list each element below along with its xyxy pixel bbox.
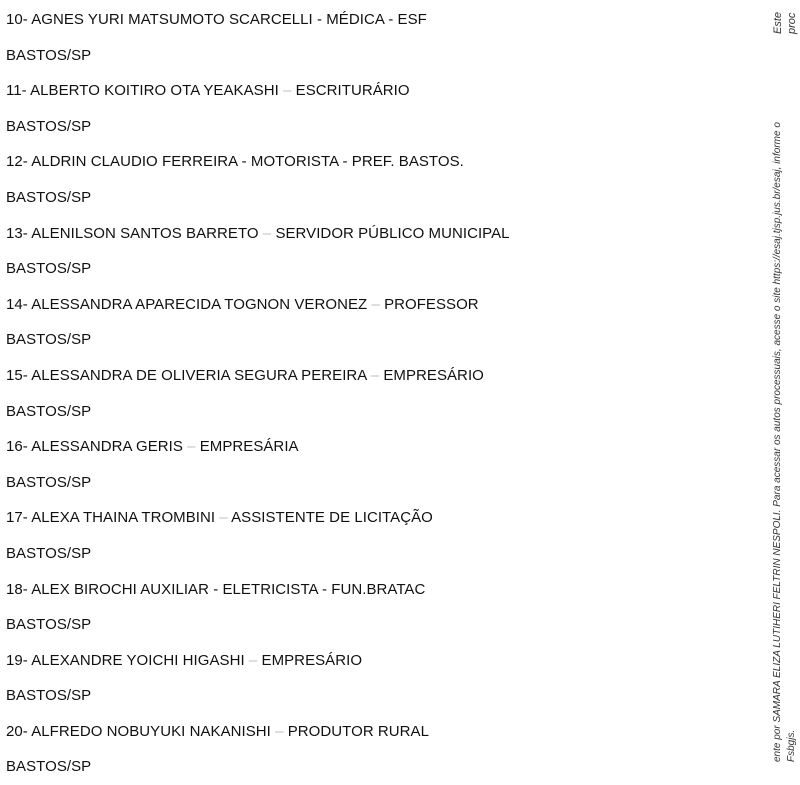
entry-line (6, 73, 510, 109)
entry-list (6, 2, 510, 785)
entry-separator: – (182, 438, 200, 456)
side-stamp-line-1: ente por SAMARA ELIZA LUTIHERI FELTRIN NESPOLI. Para acessar os autos processuais, acesse o site https://esaj.tjsp.jus.br/esaj, informe o (772, 122, 783, 762)
entry-city: BASTOS/SP (6, 260, 92, 278)
entry-name: 15- ALESSANDRA DE OLIVERIA SEGURA PEREIRA (6, 366, 367, 384)
entry-city: BASTOS/SP (6, 473, 92, 491)
entry-name: 20- ALFREDO NOBUYUKI NAKANISHI (6, 722, 271, 740)
entry-city: BASTOS/SP (6, 616, 92, 634)
entry-separator: – (258, 224, 276, 242)
entry-occupation: PROFESSOR (384, 295, 479, 313)
entry-name: 10- AGNES YURI MATSUMOTO SCARCELLI (6, 11, 313, 28)
side-stamp-line-2: Fsbgjs. (786, 729, 797, 762)
entry-separator: – (367, 295, 385, 313)
entry-separator: – (366, 366, 384, 384)
side-stamp-line-3: Este (772, 11, 784, 34)
entry-city: BASTOS/SP (6, 687, 92, 705)
entry-city: BASTOS/SP (6, 544, 92, 562)
entry-name: 16- ALESSANDRA GERIS (6, 438, 183, 456)
entry-city: BASTOS/SP (6, 46, 92, 64)
entry-name: 19- ALEXANDRE YOICHI HIGASHI (6, 651, 245, 669)
entry-occupation: EMPRESÁRIO (383, 366, 484, 384)
entry-city: BASTOS/SP (6, 117, 92, 135)
entry-line (6, 216, 510, 252)
entry-separator: – (215, 509, 232, 527)
entry-city: BASTOS/SP (6, 758, 92, 776)
entry-line (6, 643, 510, 679)
entry-city: BASTOS/SP (6, 402, 92, 420)
entry-separator: - (237, 153, 251, 171)
entry-occupation: ELETRICISTA - FUN.BRATAC (222, 580, 426, 598)
entry-occupation: EMPRESÁRIO (261, 651, 363, 669)
entry-occupation: ASSISTENTE DE LICITAÇÃO (231, 509, 433, 527)
entry-name: 12- ALDRIN CLAUDIO FERREIRA (6, 153, 238, 171)
entry-separator: – (278, 82, 296, 100)
entry-occupation: ESCRITURÁRIO (295, 82, 410, 100)
entry-city: BASTOS/SP (6, 331, 92, 349)
entry-separator: – (270, 722, 288, 740)
entry-name: 17- ALEXA THAINA TROMBINI (6, 509, 216, 527)
entry-name: 14- ALESSANDRA APARECIDA TOGNON VERONEZ (6, 295, 368, 313)
entry-line (6, 572, 510, 608)
entry-occupation: MÉDICA - ESF (326, 11, 427, 28)
entry-occupation: PRODUTOR RURAL (287, 722, 430, 740)
entry-separator: - (312, 11, 327, 28)
entry-line (6, 2, 510, 38)
entry-line (6, 714, 510, 750)
entry-line (6, 358, 510, 394)
entry-line (6, 144, 510, 180)
entry-line (6, 500, 510, 536)
entry-name: 13- ALENILSON SANTOS BARRETO (6, 224, 259, 242)
entry-city: BASTOS/SP (6, 188, 92, 206)
entry-separator: - (209, 580, 223, 598)
side-stamp-line-4: proc (786, 12, 798, 34)
entry-line (6, 429, 510, 465)
entry-name: 18- ALEX BIROCHI AUXILIAR (6, 580, 209, 598)
entry-line (6, 287, 510, 323)
entry-occupation: EMPRESÁRIA (199, 438, 299, 456)
entry-name: 11- ALBERTO KOITIRO OTA YEAKASHI (6, 82, 279, 100)
entry-occupation: SERVIDOR PÚBLICO MUNICIPAL (275, 224, 510, 242)
entry-occupation: MOTORISTA - PREF. BASTOS. (250, 153, 464, 171)
entry-separator: – (244, 651, 262, 669)
